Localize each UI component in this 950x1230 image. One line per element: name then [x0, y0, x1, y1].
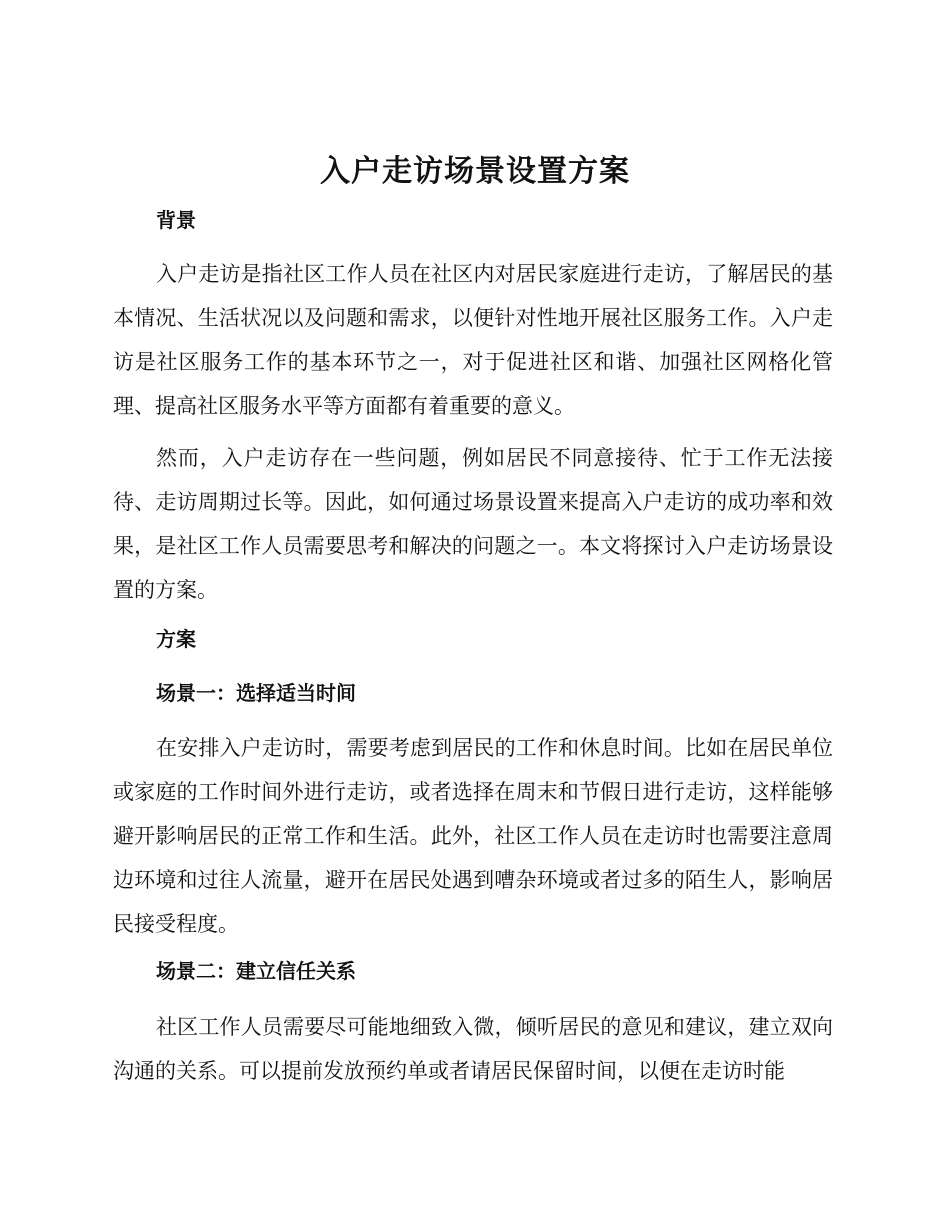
document-title: 入户走访场景设置方案	[320, 154, 630, 189]
section-heading-background: 背景	[156, 208, 196, 232]
paragraph-background-intro: 入户走访是指社区工作人员在社区内对居民家庭进行走访，了解居民的基本情况、生活状况以及问题和需求，以便针对性地开展社区服务工作。入户走访是社区服务工作的基本环节之一，对于促进社区和谐、加强社区网格化管理、提高社区服务水平等方面都有着重要的意义。	[113, 262, 833, 418]
paragraph-background-problems: 然而，入户走访存在一些问题，例如居民不同意接待、忙于工作无法接待、走访周期过长等。因此，如何通过场景设置来提高入户走访的成功率和效果，是社区工作人员需要思考和解决的问题之一。本文将探讨入户走访场景设置的方案。	[113, 446, 833, 602]
section-heading-plan: 方案	[156, 627, 196, 651]
paragraph-scene-2: 社区工作人员需要尽可能地细致入微，倾听居民的意见和建议，建立双向沟通的关系。可以提前发放预约单或者请居民保留时间，以便在走访时能	[113, 1015, 833, 1083]
subsection-heading-scene-1: 场景一：选择适当时间	[156, 681, 356, 705]
paragraph-scene-1: 在安排入户走访时，需要考虑到居民的工作和休息时间。比如在居民单位或家庭的工作时间外进行走访，或者选择在周末和节假日进行走访，这样能够避开影响居民的正常工作和生活。此外，社区工作人员在走访时也需要注意周边环境和过往人流量，避开在居民处遇到嘈杂环境或者过多的陌生人，影响居民接受程度。	[113, 736, 833, 936]
subsection-heading-scene-2: 场景二：建立信任关系	[156, 959, 356, 983]
